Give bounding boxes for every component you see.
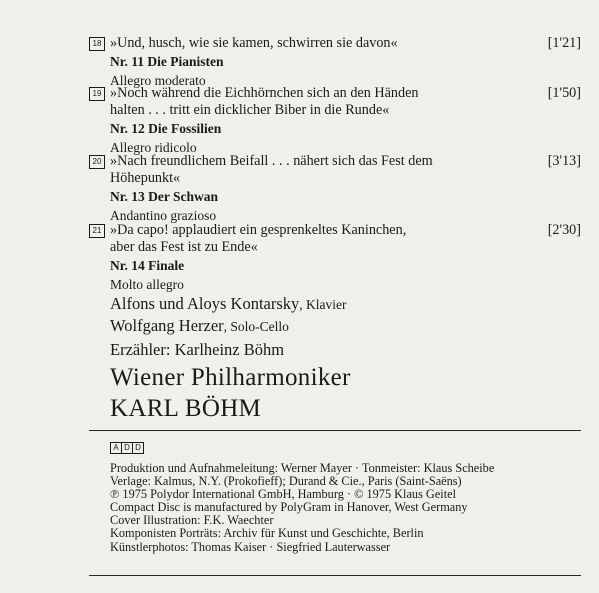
track-duration: [2'30]: [547, 222, 581, 238]
track-text: [89, 102, 581, 119]
credits-block: [110, 462, 494, 554]
movement-title: Nr. 13 Der Schwan: [110, 189, 219, 204]
movement-tempo: Molto allegro: [110, 277, 184, 292]
performer-name: Alfons und Aloys Kontarsky: [110, 294, 300, 313]
orchestra-name: Wiener Philharmoniker: [110, 364, 351, 391]
credit-line: Produktion und Aufnahmeleitung: Werner Mayer · Tonmeister: Klaus Scheibe: [110, 461, 495, 475]
track-duration: [1'21]: [547, 35, 581, 51]
credit-line: Verlage: Kalmus, N.Y. (Prokofieff); Durand & Cie., Paris (Saint-Saëns): [110, 474, 462, 489]
performer-name: Wolfgang Herzer: [110, 316, 224, 335]
sound-code-letter: D: [122, 443, 133, 453]
movement-tempo: Andantino grazioso: [110, 208, 217, 223]
track-duration: [1'50]: [547, 85, 581, 101]
credit-line: Compact Disc is manufactured by PolyGram in Hanover, West Germany: [110, 500, 468, 515]
movement-tempo: Allegro moderato: [110, 73, 206, 88]
sound-code-letter: D: [135, 443, 141, 452]
narrator-line: [110, 340, 284, 360]
movement-title: Nr. 12 Die Fossilien: [110, 121, 222, 136]
track-21: [89, 222, 581, 293]
performer-role: , Solo-Cello: [223, 319, 289, 334]
credit-line: ℗ 1975 Polydor International GmbH, Hamburg · © 1975 Klaus Geitel: [110, 487, 456, 502]
track-line: »Da capo! applaudiert ein gesprenkeltes Kaninchen,: [110, 222, 407, 238]
credit-line: Cover Illustration: F.K. Waechter: [110, 513, 274, 528]
divider-bottom: [89, 575, 581, 576]
track-text: [89, 153, 581, 170]
conductor-name: KARL BÖHM: [110, 395, 262, 422]
track-18: [89, 35, 581, 89]
track-line: Höhepunkt«: [110, 170, 181, 186]
track-text: [89, 35, 581, 52]
track-line: »Und, husch, wie sie kamen, schwirren sie davon«: [110, 35, 398, 51]
movement-tempo: Allegro ridicolo: [110, 140, 197, 155]
track-number-box: 20: [89, 155, 105, 169]
divider-top: [89, 430, 581, 431]
track-text: [89, 85, 581, 102]
sound-code-box: [110, 442, 144, 454]
performer-role: , Klavier: [299, 297, 347, 312]
movement-title: Nr. 11 Die Pianisten: [110, 54, 224, 69]
track-line: halten . . . tritt ein dicklicher Biber in die Runde«: [110, 102, 390, 118]
track-line: »Noch während die Eichhörnchen sich an den Händen: [110, 85, 419, 101]
track-text: [89, 170, 581, 187]
track-19: [89, 85, 581, 156]
track-text: [89, 239, 581, 256]
performer-line: [110, 294, 347, 314]
track-duration: [3'13]: [547, 153, 581, 169]
performer-line: [110, 316, 289, 336]
movement-title: Nr. 14 Finale: [110, 258, 185, 273]
track-20: [89, 153, 581, 224]
track-text: [89, 222, 581, 239]
track-line: aber das Fest ist zu Ende«: [110, 239, 258, 255]
track-line: »Nach freundlichem Beifall . . . nähert sich das Fest dem: [110, 153, 433, 169]
narrator: Erzähler: Karlheinz Böhm: [110, 340, 285, 359]
track-number-box: 19: [89, 87, 105, 101]
track-number-box: 18: [89, 37, 105, 51]
track-number-box: 21: [89, 224, 105, 238]
credit-line: Komponisten Porträts: Archiv für Kunst und Geschichte, Berlin: [110, 526, 424, 541]
sound-code-letter: A: [111, 443, 122, 453]
credit-line: Künstlerphotos: Thomas Kaiser · Siegfried Lauterwasser: [110, 539, 391, 554]
